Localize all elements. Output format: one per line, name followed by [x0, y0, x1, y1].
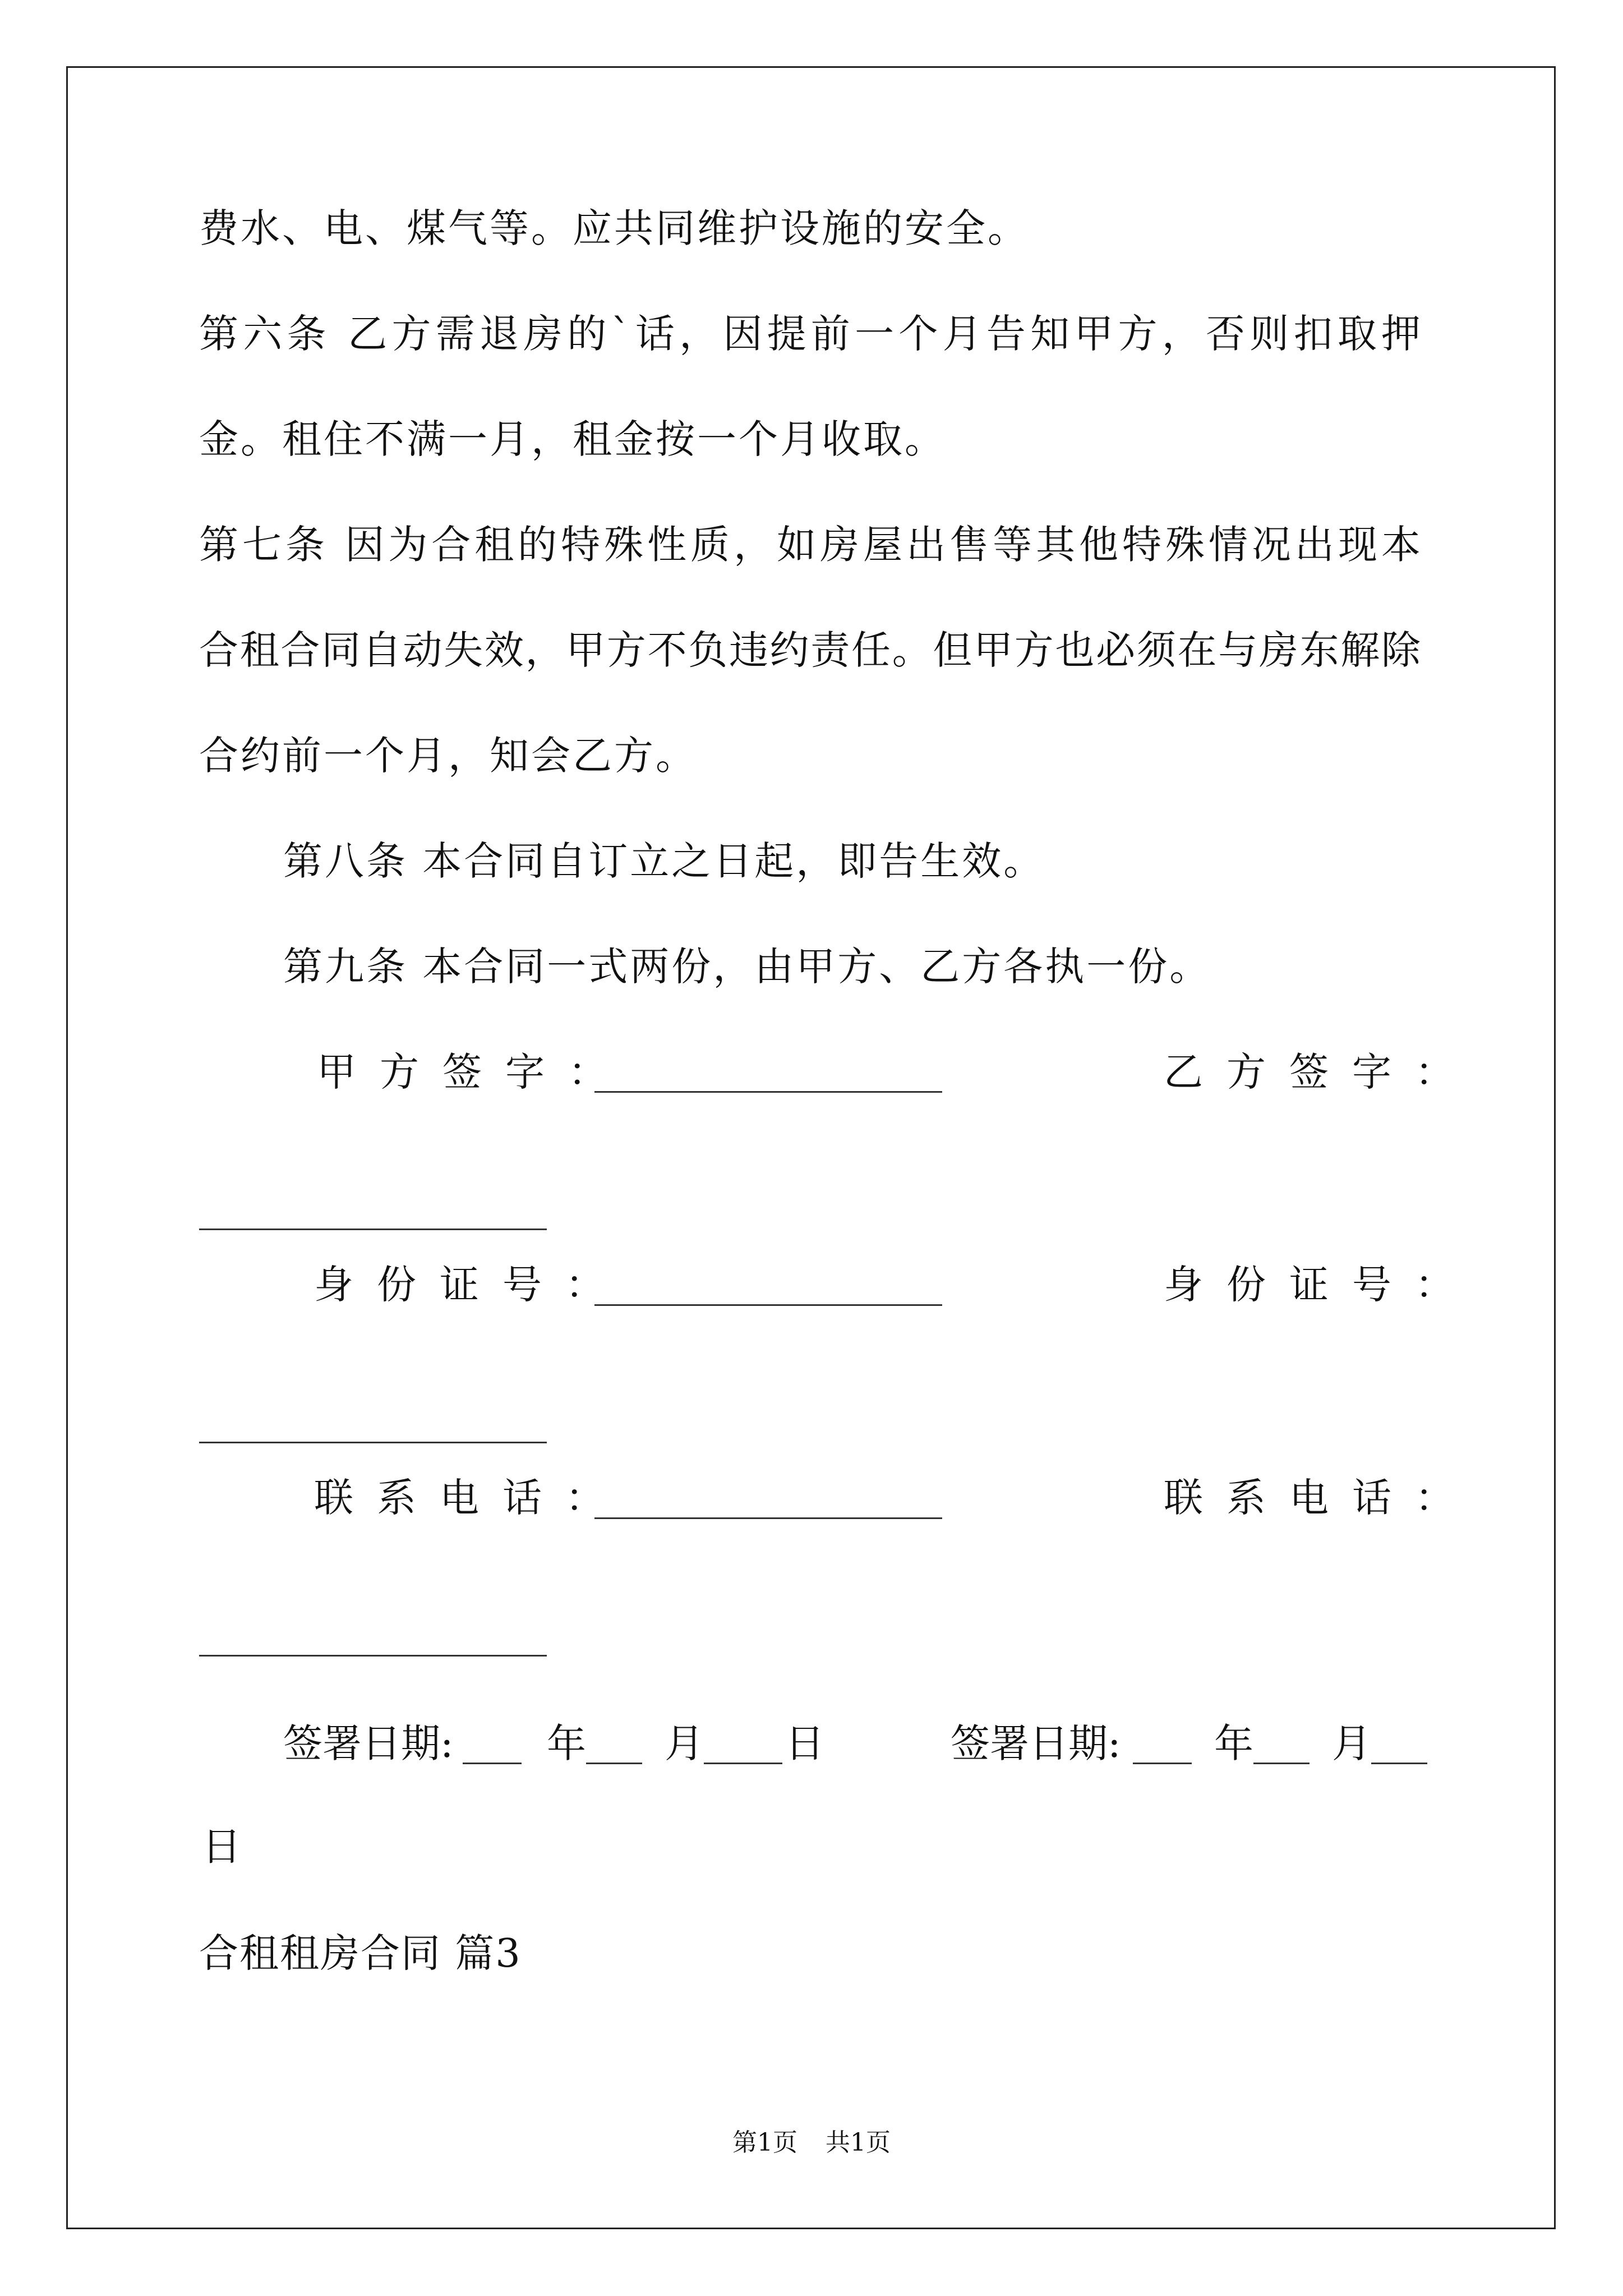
- party-b-sign-blank[interactable]: [199, 1228, 547, 1230]
- paragraph-line: 费水、电、煤气等。应共同维护设施的安全。: [199, 205, 1029, 251]
- date-b-day-blank[interactable]: [1371, 1763, 1427, 1764]
- footer-current-page: 第1页: [732, 2128, 797, 2157]
- date-a-day-label: 日: [785, 1720, 827, 1766]
- date-a-month-blank[interactable]: [586, 1763, 642, 1764]
- page-border: [66, 66, 1556, 2229]
- date-b-year-blank[interactable]: [1133, 1763, 1192, 1764]
- party-a-sign-label: 甲方签字：: [317, 1049, 631, 1095]
- article-9: 第九条 本合同一式两份，由甲方、乙方各执一份。: [283, 944, 1211, 990]
- party-a-phone-label: 联系电话：: [314, 1475, 628, 1521]
- date-a-day-blank[interactable]: [704, 1763, 782, 1764]
- page-footer: [0, 2126, 1623, 2160]
- article-7-line-2: 合租合同自动失效，甲方不负违约责任。但甲方也必须在与房东解除: [199, 627, 1421, 673]
- party-a-id-blank[interactable]: [594, 1304, 942, 1306]
- party-b-sign-label: 乙方签字：: [1164, 1049, 1478, 1095]
- date-b-year-label: 年: [1214, 1720, 1256, 1766]
- date-a-year-blank[interactable]: [463, 1763, 522, 1764]
- article-7-line-3: 合约前一个月，知会乙方。: [199, 733, 697, 779]
- party-b-phone-blank[interactable]: [199, 1655, 547, 1657]
- footer-total-pages: 共1页: [826, 2128, 891, 2157]
- date-b-label: 签署日期:: [951, 1720, 1121, 1766]
- article-6-line-2: 金。租住不满一月，租金按一个月收取。: [199, 416, 946, 462]
- party-a-sign-blank[interactable]: [594, 1091, 942, 1093]
- date-a-month-label: 月: [665, 1720, 706, 1766]
- date-a-year-label: 年: [547, 1720, 588, 1766]
- party-b-phone-label: 联系电话：: [1164, 1475, 1478, 1521]
- next-section-title: 合租租房合同 篇3: [199, 1930, 522, 1976]
- date-a-label: 签署日期:: [283, 1720, 454, 1766]
- article-8: 第八条 本合同自订立之日起，即告生效。: [283, 838, 1045, 884]
- date-b-month-label: 月: [1332, 1720, 1373, 1766]
- party-a-phone-blank[interactable]: [594, 1517, 942, 1519]
- party-b-id-blank[interactable]: [199, 1442, 547, 1443]
- party-b-id-label: 身份证号：: [1164, 1262, 1478, 1308]
- article-7-line-1: 第七条 因为合租的特殊性质，如房屋出售等其他特殊情况出现本: [199, 522, 1421, 568]
- article-6-line-1: 第六条 乙方需退房的`话，因提前一个月告知甲方，否则扣取押: [199, 311, 1421, 357]
- party-a-id-label: 身份证号：: [314, 1262, 628, 1308]
- date-b-day-label: 日: [202, 1824, 243, 1870]
- date-b-month-blank[interactable]: [1253, 1763, 1310, 1764]
